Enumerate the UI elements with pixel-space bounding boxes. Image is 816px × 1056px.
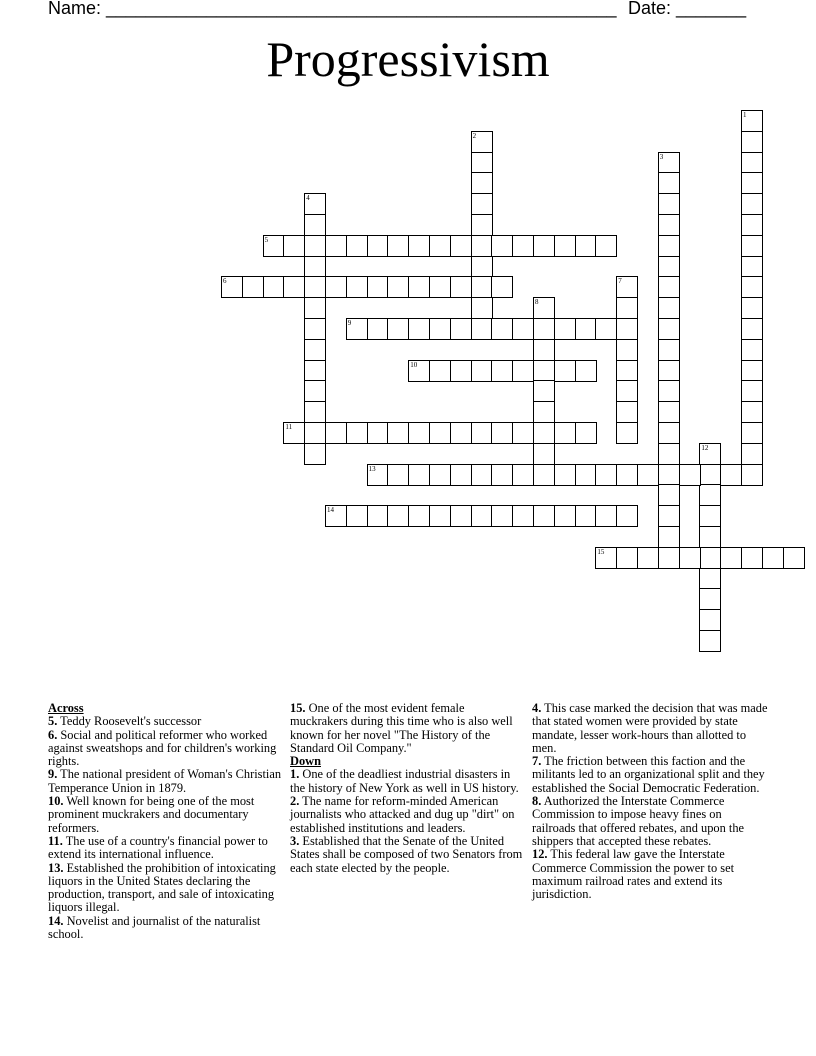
crossword-cell[interactable] bbox=[471, 360, 493, 382]
crossword-cell[interactable] bbox=[741, 110, 763, 132]
crossword-cell[interactable] bbox=[304, 339, 326, 361]
across-clue-13: 13. Established the prohibition of intoxicating liquors in the United States declaring the production, transport, and sale of intoxicating liquors illegal. bbox=[48, 860, 276, 915]
crossword-cell[interactable] bbox=[387, 422, 409, 444]
crossword-cell[interactable] bbox=[471, 152, 493, 174]
crossword-cell[interactable] bbox=[429, 464, 451, 486]
crossword-cell[interactable] bbox=[616, 505, 638, 527]
down-heading: Down bbox=[290, 754, 321, 769]
crossword-cell[interactable] bbox=[387, 235, 409, 257]
clue-number: 15 bbox=[597, 547, 605, 556]
crossword-cell[interactable] bbox=[304, 318, 326, 340]
crossword-cell[interactable] bbox=[429, 505, 451, 527]
page-title: Progressivism bbox=[266, 31, 550, 87]
crossword-cell[interactable] bbox=[512, 505, 534, 527]
crossword-cell[interactable] bbox=[741, 214, 763, 236]
crossword-cell[interactable] bbox=[533, 422, 555, 444]
clue-column-2 bbox=[290, 702, 524, 875]
crossword-cell[interactable] bbox=[471, 464, 493, 486]
crossword-cell[interactable] bbox=[741, 131, 763, 153]
crossword-cell[interactable] bbox=[367, 276, 389, 298]
crossword-cell[interactable] bbox=[533, 297, 555, 319]
crossword-cell[interactable] bbox=[429, 318, 451, 340]
crossword-cell[interactable] bbox=[741, 443, 763, 465]
crossword-cell[interactable] bbox=[741, 422, 763, 444]
crossword-cell[interactable] bbox=[408, 235, 430, 257]
crossword-cell[interactable] bbox=[346, 235, 368, 257]
crossword-cell[interactable] bbox=[367, 464, 389, 486]
crossword-cell[interactable] bbox=[679, 464, 701, 486]
crossword-cell[interactable] bbox=[304, 276, 326, 298]
crossword-cell[interactable] bbox=[533, 464, 555, 486]
crossword-cell[interactable] bbox=[679, 547, 701, 569]
crossword-cell[interactable] bbox=[595, 235, 617, 257]
crossword-cell[interactable] bbox=[658, 443, 680, 465]
crossword-cell[interactable] bbox=[471, 276, 493, 298]
crossword-cell[interactable] bbox=[387, 505, 409, 527]
crossword-cell[interactable] bbox=[658, 422, 680, 444]
crossword-cell[interactable] bbox=[533, 443, 555, 465]
crossword-cell[interactable] bbox=[699, 526, 721, 548]
crossword-cell[interactable] bbox=[367, 505, 389, 527]
clue-number: 7 bbox=[618, 277, 622, 286]
across-clue-5: 5. Teddy Roosevelt's successor bbox=[48, 714, 202, 729]
crossword-cell[interactable] bbox=[554, 235, 576, 257]
crossword-cell[interactable] bbox=[741, 172, 763, 194]
down-clue-1: 1. One of the deadliest industrial disasters in the history of New York as well in US history. bbox=[290, 767, 519, 795]
clue-column-3 bbox=[532, 702, 768, 901]
crossword-cell[interactable] bbox=[658, 193, 680, 215]
crossword-cell[interactable] bbox=[429, 235, 451, 257]
crossword-cell[interactable] bbox=[658, 152, 680, 174]
across-clue-11: 11. The use of a country's financial power to extend its international influence. bbox=[48, 833, 268, 862]
crossword-cell[interactable] bbox=[367, 422, 389, 444]
crossword-cell[interactable] bbox=[471, 297, 493, 319]
crossword-cell[interactable] bbox=[658, 297, 680, 319]
crossword-cell[interactable] bbox=[720, 464, 742, 486]
crossword-cell[interactable] bbox=[304, 360, 326, 382]
crossword-cell[interactable] bbox=[762, 547, 784, 569]
crossword-cell[interactable] bbox=[304, 380, 326, 402]
crossword-cell[interactable] bbox=[699, 464, 721, 486]
crossword-cell[interactable] bbox=[741, 464, 763, 486]
crossword-cell[interactable] bbox=[741, 297, 763, 319]
crossword-cell[interactable] bbox=[637, 464, 659, 486]
name-field[interactable]: Name: ___________________________________________________ bbox=[48, 0, 617, 18]
crossword-cell[interactable] bbox=[450, 318, 472, 340]
crossword-cell[interactable] bbox=[595, 505, 617, 527]
crossword-cell[interactable] bbox=[658, 464, 680, 486]
crossword-cell[interactable] bbox=[595, 464, 617, 486]
crossword-cell[interactable] bbox=[554, 505, 576, 527]
crossword-cell[interactable] bbox=[741, 276, 763, 298]
crossword-cell[interactable] bbox=[741, 152, 763, 174]
clue-number: 4 bbox=[306, 194, 310, 203]
crossword-cell[interactable] bbox=[283, 422, 305, 444]
crossword-cell[interactable] bbox=[616, 297, 638, 319]
crossword-cell[interactable] bbox=[491, 276, 513, 298]
clue-column-1 bbox=[48, 702, 284, 941]
crossword-cell[interactable] bbox=[429, 360, 451, 382]
crossword-cell[interactable] bbox=[741, 339, 763, 361]
crossword-cell[interactable] bbox=[450, 360, 472, 382]
crossword-cell[interactable] bbox=[616, 339, 638, 361]
crossword-cell[interactable] bbox=[595, 318, 617, 340]
clue-number: 9 bbox=[347, 319, 352, 327]
crossword-cell[interactable] bbox=[658, 526, 680, 548]
crossword-cell[interactable] bbox=[616, 422, 638, 444]
crossword-cell[interactable] bbox=[575, 360, 597, 382]
crossword-cell[interactable] bbox=[554, 318, 576, 340]
crossword-cell[interactable] bbox=[533, 235, 555, 257]
crossword-cell[interactable] bbox=[471, 172, 493, 194]
crossword-cell[interactable] bbox=[533, 339, 555, 361]
crossword-cell[interactable] bbox=[699, 547, 721, 569]
crossword-cell[interactable] bbox=[408, 318, 430, 340]
crossword-cell[interactable] bbox=[512, 464, 534, 486]
crossword-cell[interactable] bbox=[325, 276, 347, 298]
clue-number: 14 bbox=[327, 506, 334, 515]
crossword-cell[interactable] bbox=[658, 235, 680, 257]
crossword-cell[interactable] bbox=[491, 360, 513, 382]
crossword-cell[interactable] bbox=[616, 401, 638, 423]
crossword-cell[interactable] bbox=[387, 276, 409, 298]
crossword-cell[interactable] bbox=[658, 360, 680, 382]
crossword-cell[interactable] bbox=[387, 464, 409, 486]
crossword-cell[interactable] bbox=[263, 235, 285, 257]
crossword-cell[interactable] bbox=[283, 235, 305, 257]
crossword-cell[interactable] bbox=[471, 131, 493, 153]
crossword-cell[interactable] bbox=[512, 360, 534, 382]
across-clue-6: 6. Social and political reformer who worked against sweatshops and for children's working rights. bbox=[48, 727, 277, 769]
crossword-cell[interactable] bbox=[616, 360, 638, 382]
crossword-cell[interactable] bbox=[741, 256, 763, 278]
crossword-cell[interactable] bbox=[575, 505, 597, 527]
crossword-cell[interactable] bbox=[699, 630, 721, 652]
crossword-cell[interactable] bbox=[367, 235, 389, 257]
crossword-cell[interactable] bbox=[512, 422, 534, 444]
crossword-cell[interactable] bbox=[616, 547, 638, 569]
down-clue-3: 3. Established that the Senate of the United States shall be composed of two Senators from each state elected by the people. bbox=[290, 833, 523, 875]
crossword-cell[interactable] bbox=[429, 422, 451, 444]
crossword-cell[interactable] bbox=[616, 464, 638, 486]
clue-number: 13 bbox=[368, 464, 376, 473]
crossword-cell[interactable] bbox=[658, 256, 680, 278]
crossword-cell[interactable] bbox=[304, 443, 326, 465]
crossword-cell[interactable] bbox=[741, 360, 763, 382]
crossword-cell[interactable] bbox=[325, 505, 347, 527]
crossword-cell[interactable] bbox=[387, 318, 409, 340]
crossword-cell[interactable] bbox=[325, 422, 347, 444]
down-clue-7: 7. The friction between this faction and the militants led to an organizational split and they established the Social Democratic Federation. bbox=[532, 754, 765, 795]
crossword-cell[interactable] bbox=[471, 318, 493, 340]
crossword-cell[interactable] bbox=[741, 401, 763, 423]
crossword-cell[interactable] bbox=[699, 609, 721, 631]
crossword-cell[interactable] bbox=[533, 505, 555, 527]
crossword-cell[interactable] bbox=[741, 235, 763, 257]
crossword-cell[interactable] bbox=[491, 235, 513, 257]
crossword-cell[interactable] bbox=[699, 568, 721, 590]
crossword-cell[interactable] bbox=[325, 235, 347, 257]
crossword-cell[interactable] bbox=[304, 235, 326, 257]
crossword-cell[interactable] bbox=[616, 318, 638, 340]
crossword-cell[interactable] bbox=[491, 464, 513, 486]
crossword-cell[interactable] bbox=[658, 505, 680, 527]
down-clue-12: 12. This federal law gave the Interstate Commerce Commission the power to set maximum railroad rates and extend its jurisdiction. bbox=[532, 847, 735, 902]
crossword-cell[interactable] bbox=[471, 256, 493, 278]
crossword-cell[interactable] bbox=[554, 422, 576, 444]
crossword-cell[interactable] bbox=[346, 422, 368, 444]
crossword-cell[interactable] bbox=[699, 443, 721, 465]
crossword-cell[interactable] bbox=[283, 276, 305, 298]
crossword-cell[interactable] bbox=[658, 318, 680, 340]
crossword-cell[interactable] bbox=[491, 422, 513, 444]
crossword-cell[interactable] bbox=[304, 401, 326, 423]
crossword-cell[interactable] bbox=[346, 505, 368, 527]
crossword-cell[interactable] bbox=[699, 484, 721, 506]
crossword-cell[interactable] bbox=[304, 193, 326, 215]
crossword-cell[interactable] bbox=[408, 360, 430, 382]
crossword-cell[interactable] bbox=[658, 401, 680, 423]
clue-number: 1 bbox=[743, 111, 747, 119]
crossword-cell[interactable] bbox=[658, 339, 680, 361]
crossword-cell[interactable] bbox=[720, 547, 742, 569]
down-clue-4: 4. This case marked the decision that was made that stated women were provided by state mandate, lesser work-hours than allotted to men. bbox=[532, 701, 768, 755]
crossword-cell[interactable] bbox=[658, 214, 680, 236]
crossword-cell[interactable] bbox=[512, 235, 534, 257]
clue-number: 3 bbox=[659, 152, 664, 161]
crossword-cell[interactable] bbox=[741, 318, 763, 340]
clue-number: 11 bbox=[285, 423, 293, 431]
crossword-cell[interactable] bbox=[658, 172, 680, 194]
crossword-cell[interactable] bbox=[658, 380, 680, 402]
crossword-cell[interactable] bbox=[450, 276, 472, 298]
crossword-cell[interactable] bbox=[575, 422, 597, 444]
across-clue-10: 10. Well known for being one of the most prominent muckrakers and documentary reformers. bbox=[48, 794, 255, 835]
crossword-cell[interactable] bbox=[450, 505, 472, 527]
crossword-cell[interactable] bbox=[554, 464, 576, 486]
crossword-cell[interactable] bbox=[783, 547, 805, 569]
crossword-cell[interactable] bbox=[699, 588, 721, 610]
down-clue-8: 8. Authorized the Interstate Commerce Commission to impose heavy fines on railroads that offered rebates, and upon the shippers that accepted these rebates. bbox=[532, 794, 745, 848]
crossword-cell[interactable] bbox=[263, 276, 285, 298]
crossword-cell[interactable] bbox=[533, 380, 555, 402]
clue-number: 6 bbox=[223, 277, 227, 286]
across-clue-14: 14. Novelist and journalist of the naturalist school. bbox=[48, 913, 261, 942]
crossword-cell[interactable] bbox=[408, 464, 430, 486]
crossword-cell[interactable] bbox=[491, 318, 513, 340]
clue-number: 12 bbox=[701, 443, 709, 452]
down-clue-2: 2. The name for reform-minded American journalists who attacked and dug up "dirt" on established institutions and leaders. bbox=[290, 794, 515, 835]
crossword-cell[interactable] bbox=[471, 214, 493, 236]
crossword-cell[interactable] bbox=[575, 318, 597, 340]
clue-number: 5 bbox=[264, 235, 269, 244]
across-clue-9: 9. The national president of Woman's Christian Temperance Union in 1879. bbox=[48, 767, 282, 795]
crossword-cell[interactable] bbox=[304, 214, 326, 236]
across-heading: Across bbox=[48, 701, 84, 715]
crossword-cell[interactable] bbox=[658, 276, 680, 298]
crossword-cell[interactable] bbox=[429, 276, 451, 298]
crossword-cell[interactable] bbox=[533, 401, 555, 423]
crossword-cell[interactable] bbox=[741, 193, 763, 215]
clue-number: 10 bbox=[410, 360, 418, 369]
crossword-cell[interactable] bbox=[512, 318, 534, 340]
crossword-cell[interactable] bbox=[408, 505, 430, 527]
crossword-cell[interactable] bbox=[304, 422, 326, 444]
crossword-cell[interactable] bbox=[367, 318, 389, 340]
crossword-cell[interactable] bbox=[450, 422, 472, 444]
clue-number: 8 bbox=[535, 298, 539, 307]
crossword-cell[interactable] bbox=[450, 235, 472, 257]
across-clue-15: 15. One of the most evident female muckrakers during this time who is also well known for her novel "The History of the Standard Oil Company." bbox=[290, 701, 513, 755]
crossword-cell[interactable] bbox=[304, 256, 326, 278]
crossword-cell[interactable] bbox=[471, 235, 493, 257]
crossword-cell[interactable] bbox=[658, 484, 680, 506]
crossword-cell[interactable] bbox=[491, 505, 513, 527]
crossword-cell[interactable] bbox=[304, 297, 326, 319]
crossword-cell[interactable] bbox=[741, 547, 763, 569]
crossword-cell[interactable] bbox=[554, 360, 576, 382]
crossword-cell[interactable] bbox=[533, 360, 555, 382]
crossword-cell[interactable] bbox=[408, 422, 430, 444]
crossword-cell[interactable] bbox=[346, 276, 368, 298]
crossword-cell[interactable] bbox=[575, 464, 597, 486]
crossword-cell[interactable] bbox=[658, 547, 680, 569]
crossword-cell[interactable] bbox=[699, 505, 721, 527]
crossword-cell[interactable] bbox=[346, 318, 368, 340]
crossword-cell[interactable] bbox=[408, 276, 430, 298]
clue-number: 2 bbox=[472, 131, 477, 140]
crossword-cell[interactable] bbox=[471, 193, 493, 215]
crossword-cell[interactable] bbox=[575, 235, 597, 257]
crossword-cell[interactable] bbox=[533, 318, 555, 340]
crossword-cell[interactable] bbox=[471, 422, 493, 444]
crossword-cell[interactable] bbox=[741, 380, 763, 402]
crossword-cell[interactable] bbox=[616, 276, 638, 298]
crossword-cell[interactable] bbox=[242, 276, 264, 298]
crossword-cell[interactable] bbox=[616, 380, 638, 402]
crossword-cell[interactable] bbox=[221, 276, 243, 298]
crossword-cell[interactable] bbox=[637, 547, 659, 569]
crossword-cell[interactable] bbox=[450, 464, 472, 486]
crossword-cell[interactable] bbox=[471, 505, 493, 527]
crossword-cell[interactable] bbox=[595, 547, 617, 569]
date-field[interactable]: Date: _______ bbox=[628, 0, 747, 18]
